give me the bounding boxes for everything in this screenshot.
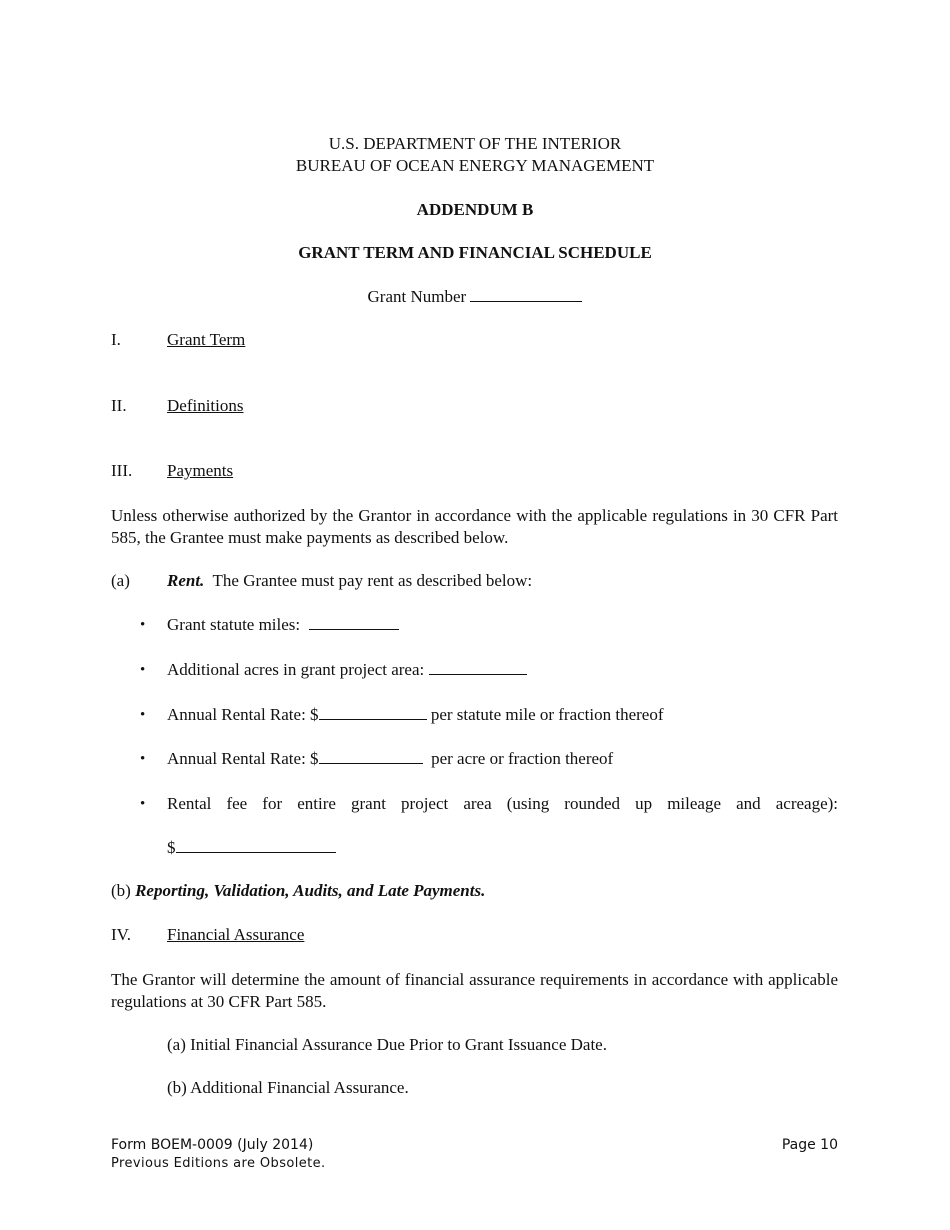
rental-rate-mile-blank xyxy=(319,705,427,720)
bullet-icon: • xyxy=(140,617,146,633)
grant-number-line xyxy=(0,287,950,307)
footer-form-id: Form BOEM-0009 (July 2014) xyxy=(111,1137,314,1153)
section-numeral-1: I. xyxy=(111,330,121,349)
payments-intro: Unless otherwise authorized by the Grantor in accordance with the applicable regulations in 30 CFR Part 585, the Grantee must make payments as described below. xyxy=(111,506,838,547)
rental-rate-acre-label: Annual Rental Rate: $ xyxy=(167,749,319,768)
rental-rate-acre-suffix: per acre or fraction thereof xyxy=(431,749,614,768)
section-numeral-2: II. xyxy=(111,396,127,415)
section-title-definitions: Definitions xyxy=(167,396,244,415)
financial-assurance-item-b: (b) Additional Financial Assurance. xyxy=(167,1078,409,1097)
additional-acres-blank xyxy=(429,660,527,675)
bullet-statute-miles xyxy=(167,615,399,635)
rent-line xyxy=(167,571,532,591)
bullet-rental-rate-mile xyxy=(167,705,664,725)
bullet-additional-acres-label: Additional acres in grant project area: xyxy=(167,660,425,679)
section-numeral-4: IV. xyxy=(111,925,131,944)
bureau-heading: BUREAU OF OCEAN ENERGY MANAGEMENT xyxy=(295,156,655,175)
bullet-rental-fee: Rental fee for entire grant project area (using rounded up mileage and acreage): xyxy=(167,794,838,813)
financial-assurance-item-a: (a) Initial Financial Assurance Due Prior to Grant Issuance Date. xyxy=(167,1035,607,1054)
financial-assurance-intro: The Grantor will determine the amount of financial assurance requirements in accordance with applicable regulations at 30 CFR Part 585. xyxy=(111,970,838,1011)
section-title-grant-term: Grant Term xyxy=(167,330,246,349)
bullet-icon: • xyxy=(140,796,146,812)
bullet-icon: • xyxy=(140,662,146,678)
section-numeral-3: III. xyxy=(111,461,133,480)
statute-miles-blank xyxy=(309,615,399,630)
bullet-additional-acres xyxy=(167,660,527,680)
bullet-icon: • xyxy=(140,751,146,767)
reporting-marker: (b) xyxy=(111,881,131,900)
rental-fee-currency: $ xyxy=(167,838,176,857)
bullet-rental-rate-acre xyxy=(167,749,613,769)
rent-text: The Grantee must pay rent as described below: xyxy=(212,571,533,590)
section-title-payments: Payments xyxy=(167,461,234,480)
section-title-financial-assurance: Financial Assurance xyxy=(167,925,305,944)
grant-number-blank xyxy=(470,287,582,302)
rental-fee-blank xyxy=(176,838,336,853)
department-heading: U.S. DEPARTMENT OF THE INTERIOR xyxy=(328,134,622,153)
rental-fee-amount-line xyxy=(167,838,336,858)
rental-rate-mile-label: Annual Rental Rate: $ xyxy=(167,705,319,724)
rent-label: Rent. xyxy=(167,571,205,590)
schedule-title: GRANT TERM AND FINANCIAL SCHEDULE xyxy=(298,243,652,262)
reporting-label: Reporting, Validation, Audits, and Late Payments. xyxy=(135,881,486,900)
rent-marker: (a) xyxy=(111,571,130,590)
footer-obsolete-note: Previous Editions are Obsolete. xyxy=(111,1156,326,1171)
footer-page-number: Page 10 xyxy=(781,1137,838,1153)
bullet-icon: • xyxy=(140,707,146,723)
rental-rate-mile-suffix: per statute mile or fraction thereof xyxy=(430,705,664,724)
grant-number-label: Grant Number xyxy=(367,287,467,306)
bullet-statute-miles-label: Grant statute miles: xyxy=(167,615,301,634)
rental-rate-acre-blank xyxy=(319,749,423,764)
addendum-title: ADDENDUM B xyxy=(416,200,534,219)
reporting-line xyxy=(111,881,485,901)
